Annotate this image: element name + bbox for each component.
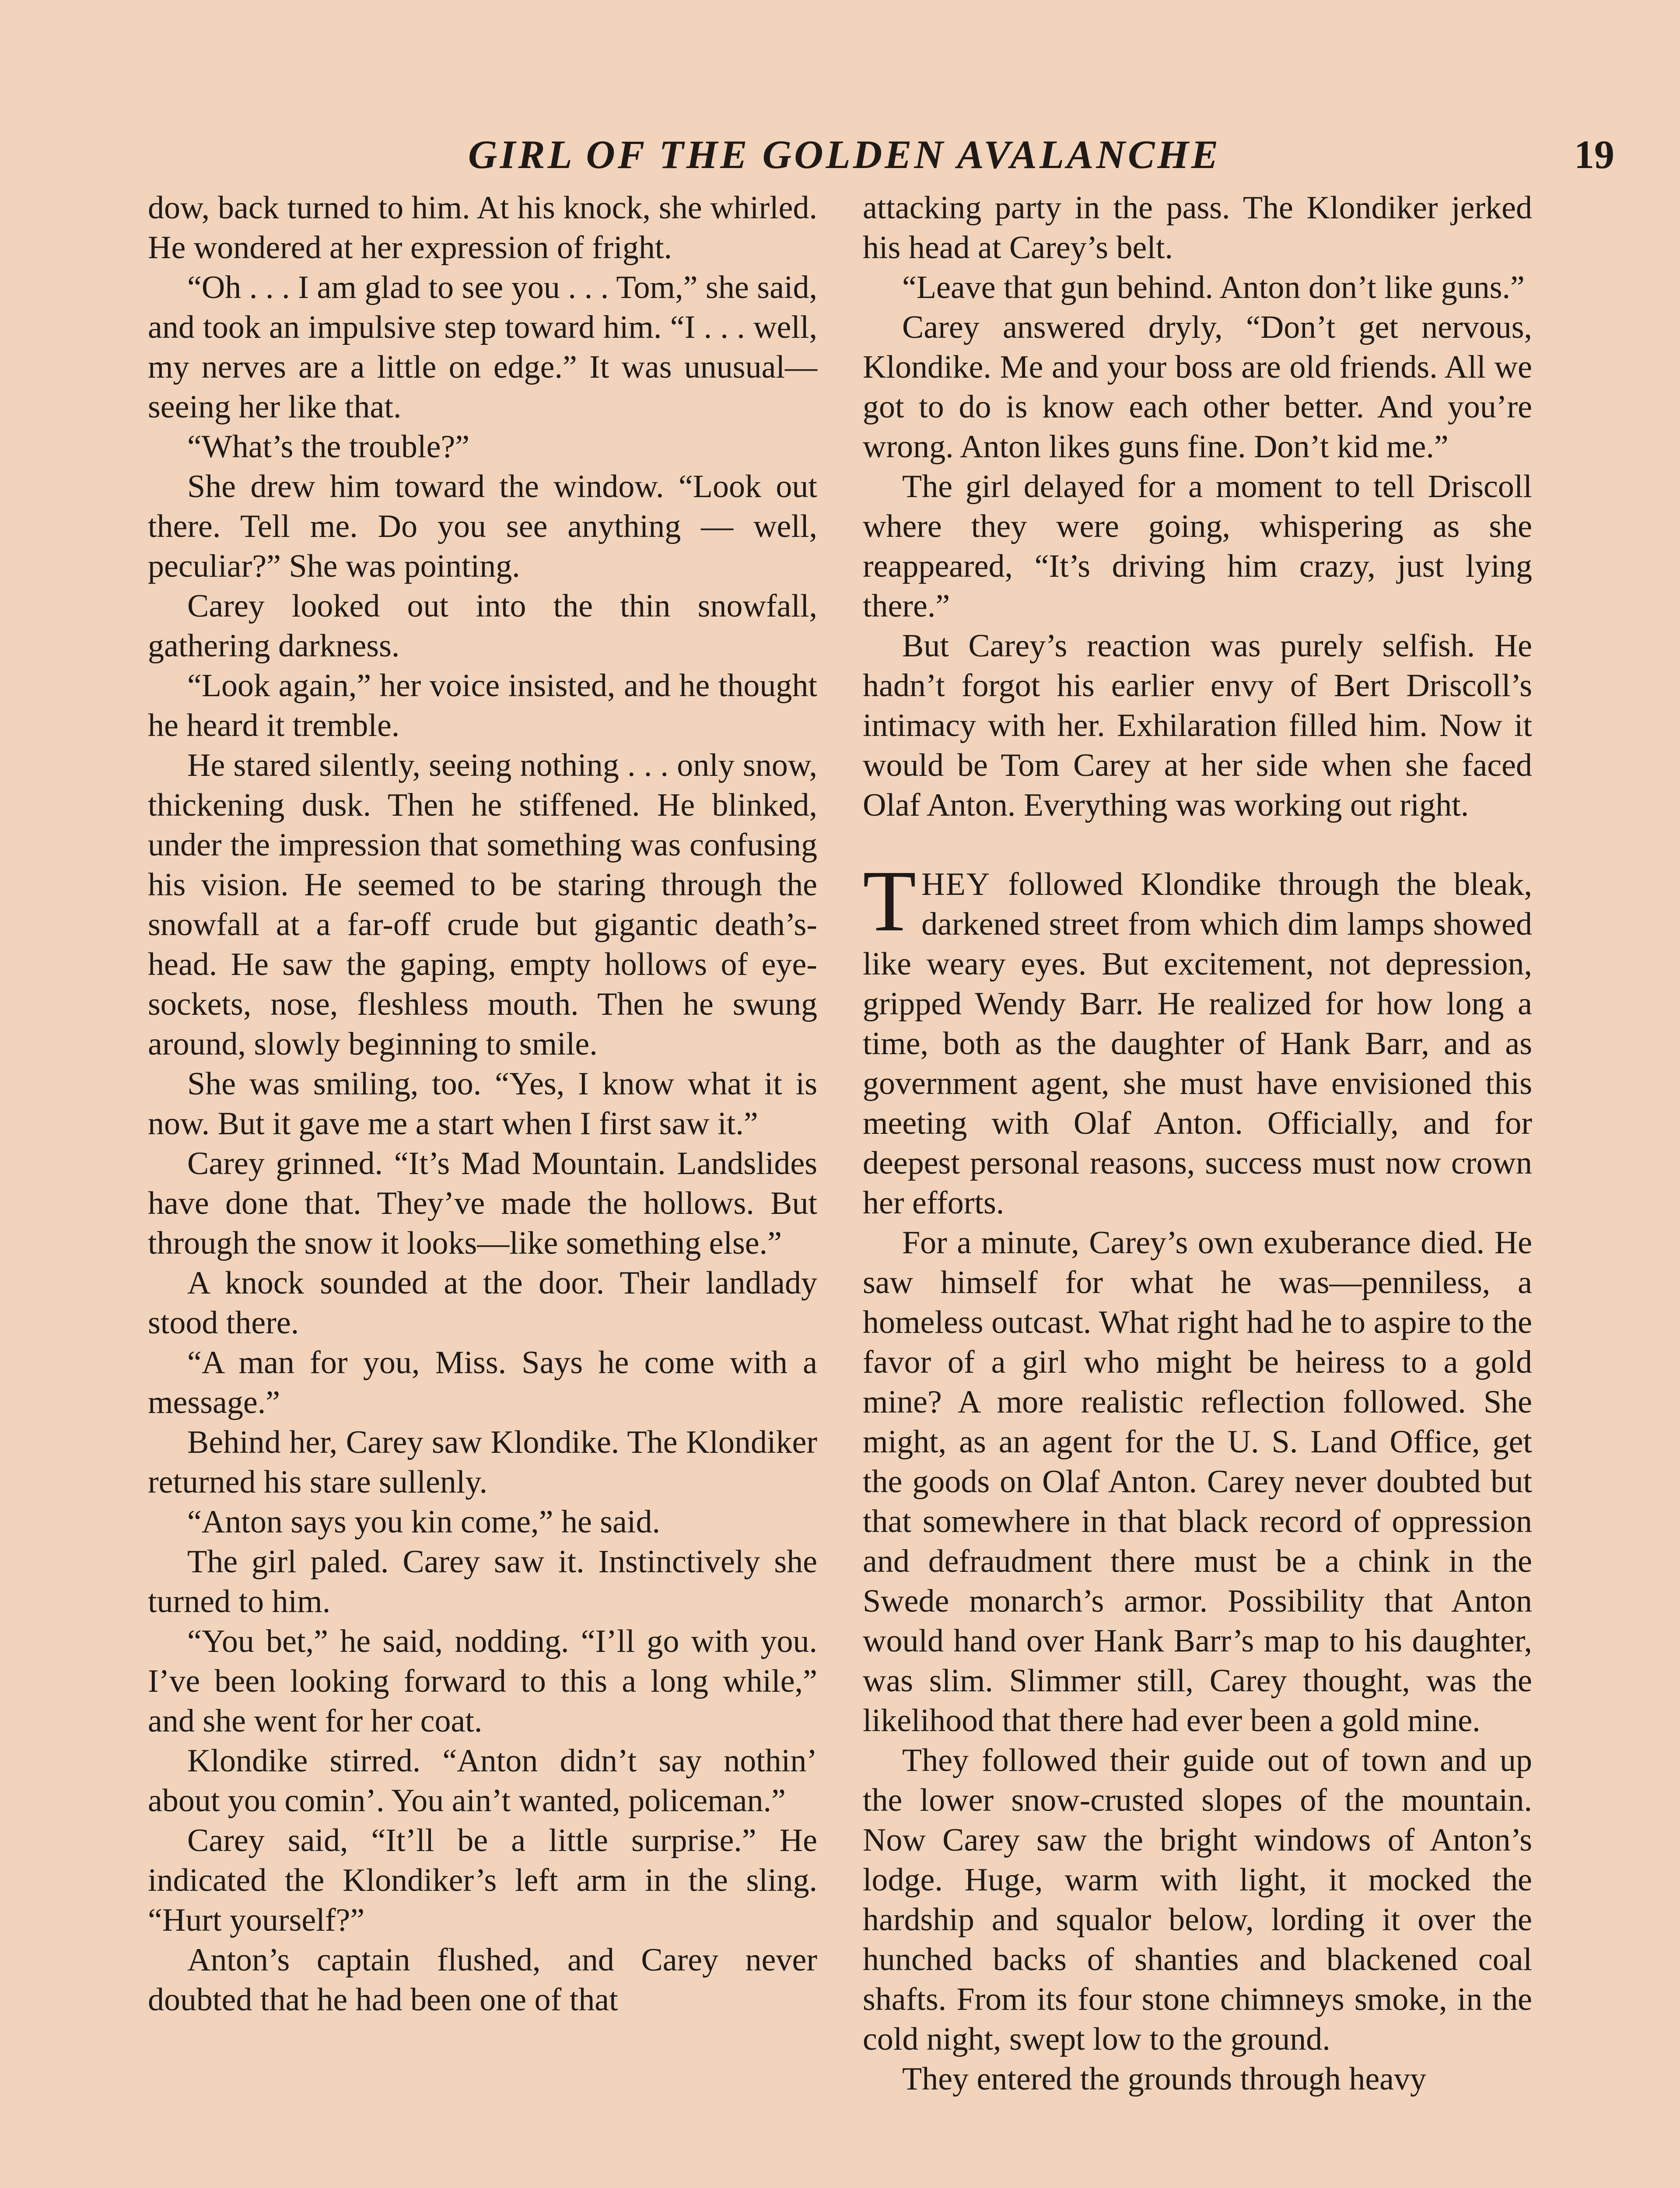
paragraph: A knock sounded at the door. Their landlady stood there. bbox=[148, 1265, 817, 1341]
paragraph: “Leave that gun behind. Anton don’t like guns.” bbox=[902, 270, 1525, 305]
paragraph: The girl paled. Carey saw it. Instinctively she turned to him. bbox=[148, 1544, 817, 1620]
paragraph: “Oh . . . I am glad to see you . . . Tom,” she said, and took an impulsive step toward him. “I . . . well, my nerves are a little on edge.” It was unusual—seeing her like that. bbox=[148, 270, 817, 425]
page-header bbox=[468, 131, 1649, 188]
paragraph: They followed their guide out of town and up the lower snow-crusted slopes of the mountain. Now Carey saw the bright windows of Anton’s lodge. Huge, warm with light, it mocked the hardship and squalor below, lording it over the hunched backs of shanties and blackened coal shafts. From its four stone chimneys smoke, in the cold night, swept low to the ground. bbox=[863, 1743, 1532, 2057]
paragraph: They entered the grounds through heavy bbox=[902, 2061, 1427, 2097]
page-number: 19 bbox=[1574, 132, 1614, 177]
paragraph: The girl delayed for a moment to tell Driscoll where they were going, whispering as she reappeared, “It’s driving him crazy, just lying there.” bbox=[863, 469, 1532, 624]
paragraph: Klondike stirred. “Anton didn’t say nothin’ about you comin’. You ain’t wanted, policeman.” bbox=[148, 1743, 817, 1819]
paragraph: dow, back turned to him. At his knock, she whirled. He wondered at her expression of fright. bbox=[148, 190, 817, 266]
paragraph: Carey looked out into the thin snowfall, gathering darkness. bbox=[148, 588, 817, 664]
paragraph: Carey said, “It’ll be a little surprise.” He indicated the Klondiker’s left arm in the sling. “Hurt yourself?” bbox=[148, 1823, 817, 1938]
paragraph: She drew him toward the window. “Look out there. Tell me. Do you see anything — well, peculiar?” She was pointing. bbox=[148, 469, 817, 584]
right-column bbox=[863, 188, 1532, 2099]
paragraph: Anton’s captain flushed, and Carey never doubted that he had been one of that bbox=[148, 1942, 817, 2018]
paragraph: “A man for you, Miss. Says he come with a message.” bbox=[148, 1345, 817, 1420]
paragraph: She was smiling, too. “Yes, I know what it is now. But it gave me a start when I first saw it.” bbox=[148, 1066, 817, 1142]
paragraph: “Look again,” her voice insisted, and he thought he heard it tremble. bbox=[148, 668, 817, 743]
left-column bbox=[148, 188, 817, 2020]
section-opening-paragraph bbox=[863, 853, 1532, 1223]
paragraph: Behind her, Carey saw Klondike. The Klondiker returned his stare sullenly. bbox=[148, 1424, 817, 1500]
running-title: GIRL OF THE GOLDEN AVALANCHE bbox=[468, 132, 1221, 177]
paragraph: “Anton says you kin come,” he said. bbox=[187, 1504, 660, 1540]
section-opening-text: followed Klondike through the bleak, darkened street from which dim lamps showed like weary eyes. But excitement, not depression, gripped Wendy Barr. He realized for how long a time, both as the daughter of Hank Barr, and as government agent, she must have envisioned this meeting with Olaf Anton. Officially, and for deepest personal reasons, success must now crown her efforts. bbox=[863, 866, 1532, 1221]
paragraph: Carey answered dryly, “Don’t get nervous, Klondike. Me and your boss are old friends. All we got to do is know each other better. And you’re wrong. Anton likes guns fine. Don’t kid me.” bbox=[863, 309, 1532, 465]
paragraph: attacking party in the pass. The Klondiker jerked his head at Carey’s belt. bbox=[863, 190, 1532, 266]
paragraph: “What’s the trouble?” bbox=[187, 429, 470, 465]
paragraph: For a minute, Carey’s own exuberance died. He saw himself for what he was—penniless, a homeless outcast. What right had he to aspire to the favor of a girl who might be heiress to a gold mine? A more realistic reflection followed. She might, as an agent for the U. S. Land Office, get the goods on Olaf Anton. Carey never doubted but that somewhere in that black record of oppression and defraudment there must be a chink in the Swede monarch’s armor. Possibility that Anton would hand over Hank Barr’s map to his daughter, was slim. Slimmer still, Carey thought, was the likelihood that there had ever been a gold mine. bbox=[863, 1225, 1532, 1739]
paragraph: “You bet,” he said, nodding. “I’ll go with you. I’ve been looking forward to this a long while,” and she went for her coat. bbox=[148, 1623, 817, 1739]
drop-cap: T bbox=[863, 853, 917, 950]
paragraph: Carey grinned. “It’s Mad Mountain. Landslides have done that. They’ve made the hollows. But through the snow it looks—like something else.” bbox=[148, 1146, 817, 1261]
small-caps-lead: HEY bbox=[921, 866, 991, 902]
paragraph: He stared silently, seeing nothing . . . only snow, thickening dusk. Then he stiffened. He blinked, under the impression that something was confusing his vision. He seemed to be staring through the snowfall at a far-off crude but gigantic death’s-head. He saw the gaping, empty hollows of eye-sockets, nose, fleshless mouth. Then he swung around, slowly beginning to smile. bbox=[148, 747, 817, 1062]
paragraph: But Carey’s reaction was purely selfish. He hadn’t forgot his earlier envy of Bert Driscoll’s intimacy with her. Exhilaration filled him. Now it would be Tom Carey at her side when she faced Olaf Anton. Everything was working out right. bbox=[863, 628, 1532, 823]
